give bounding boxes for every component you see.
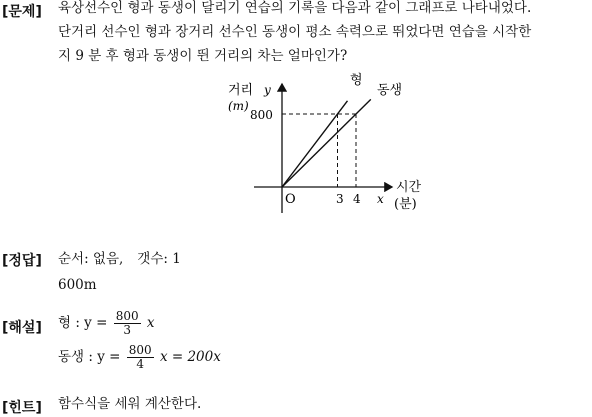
formula-suffix: x = 200x <box>159 349 221 365</box>
fraction <box>114 310 141 337</box>
problem-line: 단거리 선수인 형과 장거리 선수인 동생이 평소 속력으로 뛰었다면 연습을 시작한 <box>58 24 532 40</box>
fraction-denominator: 3 <box>123 323 131 337</box>
graph-svg <box>222 70 432 220</box>
origin-label: O <box>285 192 296 207</box>
answer-count: 갯수: 1 <box>137 251 181 267</box>
y-axis-label: 거리 <box>228 83 254 98</box>
series-line-1 <box>282 99 371 187</box>
formula-prefix: 형 : y = <box>58 315 108 331</box>
problem-line: 지 9 분 후 형과 동생이 뛴 거리의 차는 얼마인가? <box>58 48 348 64</box>
answer-tag: [정답] <box>2 253 42 269</box>
y-unit: (m) <box>228 99 249 113</box>
formula-dongsaeng <box>58 344 221 384</box>
formula-suffix: x <box>146 315 155 331</box>
answer-order: 순서: 없음, <box>58 251 124 267</box>
problem-line: 육상선수인 형과 동생이 달리기 연습의 기록을 다음과 같이 그래프로 나타내었다. <box>58 0 532 16</box>
hint-text-wrap <box>58 392 590 416</box>
distance-time-graph <box>222 70 432 220</box>
fraction <box>127 344 154 371</box>
problem-text <box>58 0 590 68</box>
answer-line-1 <box>58 247 590 271</box>
answer-value: 600m <box>58 277 97 293</box>
x-tick-label: 4 <box>353 192 361 206</box>
series-label-hyung: 형 <box>350 73 363 88</box>
fraction-numerator: 800 <box>115 309 139 323</box>
formula-prefix: 동생 : y = <box>58 349 121 365</box>
hint-tag: [힌트] <box>2 400 42 416</box>
answer-text <box>58 247 590 297</box>
hint-text: 함수식을 세워 계산한다. <box>58 396 202 412</box>
x-axis-label: 시간 <box>396 180 422 195</box>
x-tick-label: 3 <box>336 192 344 206</box>
x-unit: (분) <box>394 197 417 212</box>
fraction-numerator: 800 <box>128 343 152 357</box>
y-tick-label: 800 <box>250 108 273 122</box>
fraction-denominator: 4 <box>136 357 145 371</box>
explanation-tag: [해설] <box>2 320 42 336</box>
x-variable: x <box>377 192 384 206</box>
series-label-dongsaeng: 동생 <box>377 83 403 98</box>
problem-tag: [문제] <box>2 4 42 20</box>
y-variable: y <box>264 83 271 97</box>
